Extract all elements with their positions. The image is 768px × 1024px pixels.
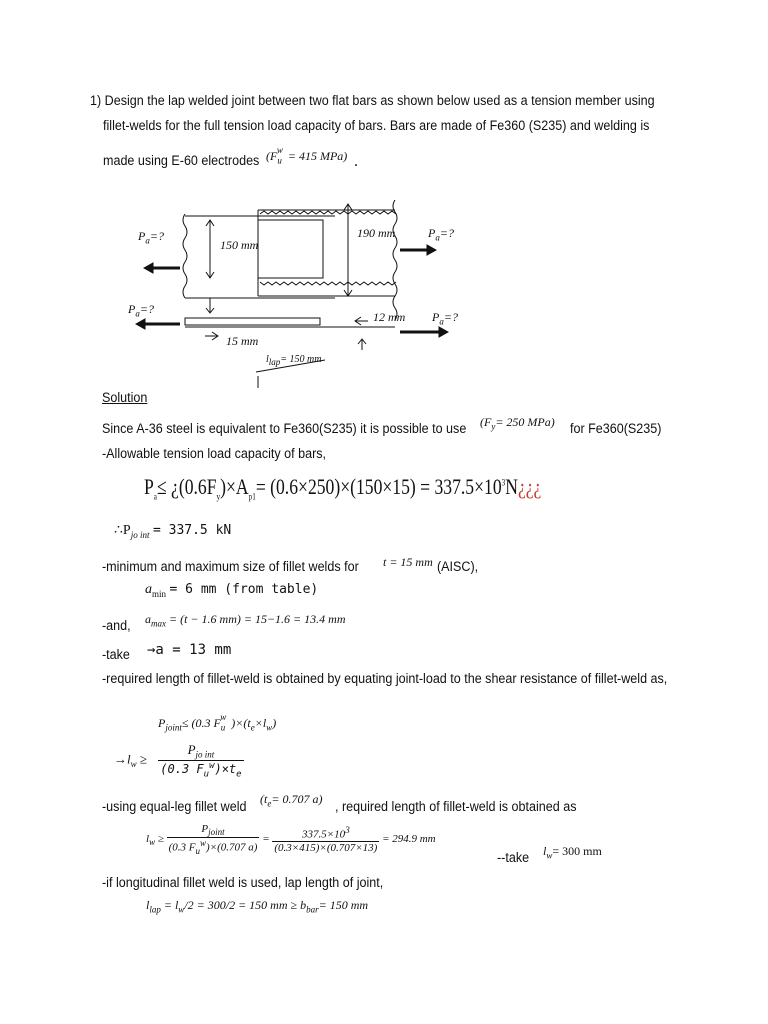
weld-top [260,211,396,214]
break-line-right [393,200,397,320]
solution-line-12: -using equal-leg fillet weld [102,799,247,814]
overlap-plate [258,220,323,278]
fy-expression: ($F_y= 250$ MPa) [480,415,555,432]
problem-line-2: fillet-welds for the full tension load capacity of bars. Bars are made of Fe360 (S235) and welding is [103,118,650,133]
solution-line-9: -required length of fillet-weld is obtained by equating joint-load to the shear resistance of fillet-weld as, [102,671,668,686]
amax-expression: $a_{max} = (t - 1.6$ mm) = 15−1.6 = 13.4 mm [145,612,346,629]
elevation-view [185,298,395,388]
label-dim-190: 190 mm [357,226,396,240]
solution-line-8: -take [102,647,130,662]
solution-line-1-end: for Fe360(S235) [570,421,662,436]
electrode-strength: ($F_u^w = 415$ MPa) [266,145,348,166]
label-dim-15: 15 mm [226,334,259,348]
solution-line-12-end: , required length of fillet-weld is obtained as [335,799,577,814]
bottom-bar-section [185,318,320,325]
lw-calculation: $l_w$ ≥ $\frac{P_{joint}}{(0.3 F_u^w)\times(0.707 a)}$ = $\frac{337.5\times 10^3}{(0.3\times 415)\times(0.707\times 13)}$ = 294.9 mm [146,823,436,857]
capacity-equation: $P_a\le$ ¿$(0.6F_y)\times A_{p1}= (0.6\times 250)\times(150\times 15)$ = $337.5\times 10^3N¿¿¿$ [144,474,542,502]
label-pa-left-bottom: $P_a=$? [128,302,154,319]
label-pa-right-top: $P_a=$? [428,226,454,243]
te-expression: ($t_e= 0.707$ a) [260,792,323,809]
plan-view [183,200,397,320]
solution-line-1: Since A-36 steel is equivalent to Fe360(S235) it is possible to use [102,421,467,436]
solution-heading: Solution [102,390,148,405]
take-label: --take [497,850,530,865]
pjoint-inequality: $P_{joint}\le (0.3$ $F_u^w$ )$\times(t_e\times l_w)$ [158,712,277,733]
weld-bottom [260,282,396,285]
problem-dot: . [354,153,358,170]
label-llap: $l_{lap}= 150$ mm [266,354,322,367]
amin-expression: $a_{min} = 6$ mm (from table) [145,582,319,599]
pjoint-result: $\therefore P_{jo int} = 337.5$ kN [114,523,232,540]
take-a-expression: →a = 13 mm [147,642,232,658]
lw-inequality: $\to l_w$ ≥ $\frac{P_{jo int}}{(0.3 F_u^w)\times t_e}$ [114,742,242,779]
label-pa-right-bottom: $P_a=$? [432,310,458,327]
problem-line-1: 1) Design the lap welded joint between two flat bars as shown below used as a tension member using [90,93,655,108]
solution-line-5: -minimum and maximum size of fillet welds for [102,559,359,574]
lw-take-value: $l_w= 300$ mm [543,844,602,861]
break-line-left [183,214,187,298]
solution-line-14: -if longitudinal fillet weld is used, lap length of joint, [102,875,384,890]
problem-line-3: made using E-60 electrodes [103,153,260,168]
label-pa-left-top: $P_a=$? [138,229,164,246]
solution-line-7: -and, [102,618,131,633]
solution-line-5-end: (AISC), [437,559,479,574]
thickness-expression: t = 15 mm [383,555,433,569]
llap-expression: $l_{lap} = l_w/2 = 300/2 = 150$ mm ≥ $b_{bar}= 150$ mm [146,898,369,915]
label-dim-12: 12 mm [373,310,406,324]
label-dim-150: 150 mm [220,238,259,252]
solution-line-2: -Allowable tension load capacity of bars, [102,446,327,461]
